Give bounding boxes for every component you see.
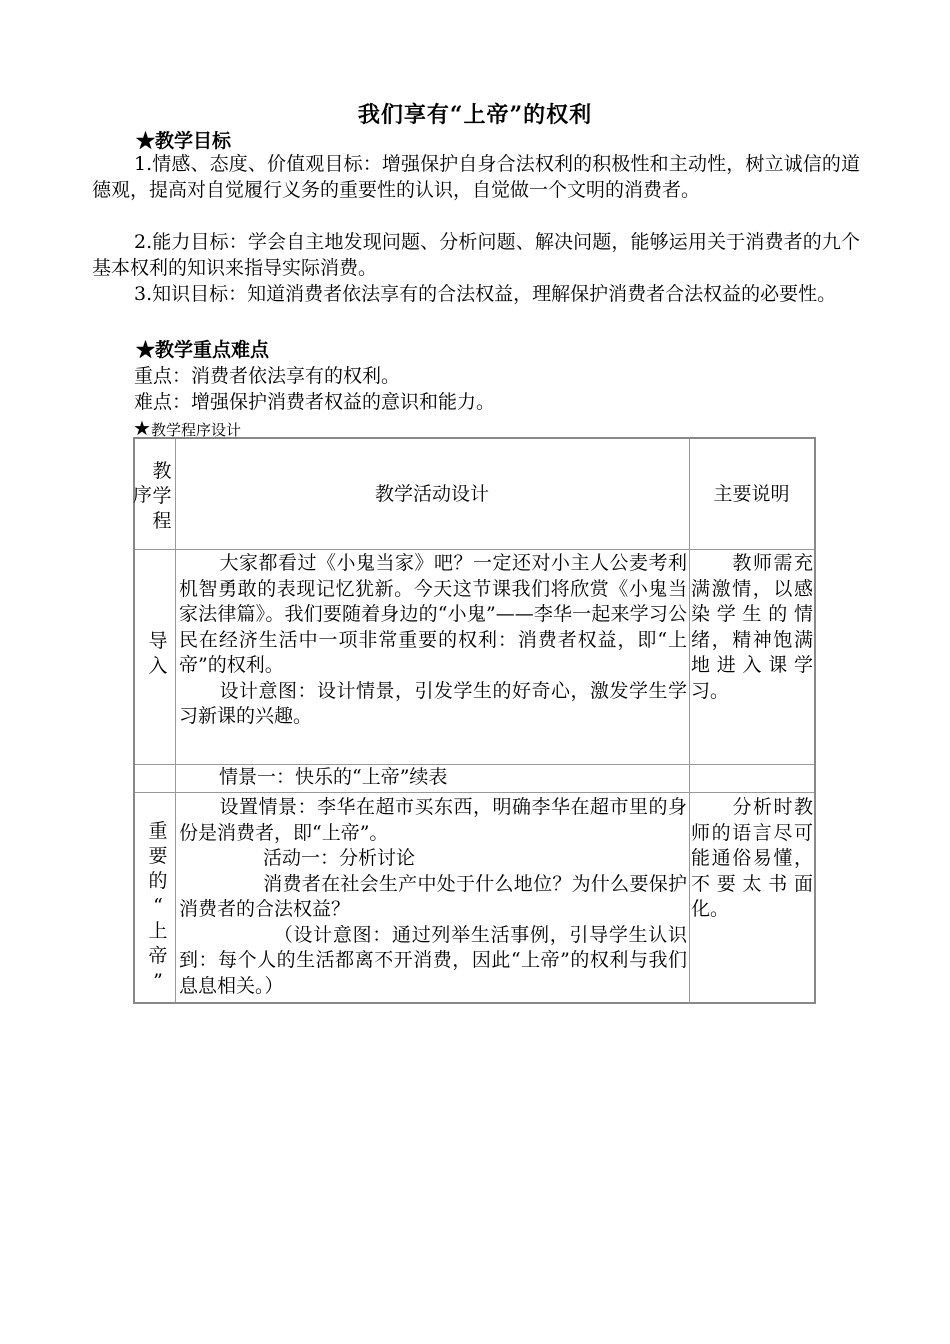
- intro-content: [179, 551, 687, 730]
- section-heading-goals: ★教学目标: [136, 130, 232, 152]
- main-question: 消费者在社会生产中处于什么地位？为什么要保护消费者的合法权益？: [179, 872, 687, 920]
- lesson-table: [133, 437, 816, 1004]
- goal-paragraph-3: 3.知识目标：知道消费者依法享有的合法权益，理解保护消费者合法权益的必要性。: [134, 283, 837, 305]
- goal-paragraph-1: 1.情感、态度、价值观目标：增强保护自身合法权利的积极性和主动性，树立诚信的道德观，提高对自觉履行义务的重要性的认识，自觉做一个文明的消费者。: [92, 153, 860, 201]
- header-cell-stage-overflow: 序: [133, 484, 153, 506]
- main-activity-title: 活动一：分析讨论: [263, 847, 416, 869]
- stage-label-intro: 导 入: [148, 630, 168, 677]
- main-note: 分析时教师的语言尽可能通俗易懂，不要太书面化。: [691, 796, 813, 920]
- intro-note: 教师需充满激情，以感染学生的情绪，精神饱满地进入课学习。: [691, 552, 813, 702]
- header-cell-notes: 主要说明: [713, 483, 790, 505]
- goal-paragraph-2: 2.能力目标：学会自主地发现问题、分析问题、解决问题，能够运用关于消费者的九个基本权利的知识来指导实际消费。: [92, 231, 860, 279]
- difficulty-line: 难点：增强保护消费者权益的意识和能力。: [134, 391, 496, 413]
- main-content: [179, 795, 687, 999]
- star-icon: ★: [133, 416, 151, 440]
- intro-paragraph: 大家都看过《小鬼当家》吧？一定还对小主人公麦考利机智勇敢的表现记忆犹新。今天这节课我们将欣赏《小鬼当家法律篇》。我们要随着身边的“小鬼”——李华一起来学习公民在经济生活中一项非常重要的权利：消费者权益，即“上帝”的权利。: [179, 552, 687, 676]
- intro-intent: 设计意图：设计情景，引发学生的好奇心，激发学生学习新课的兴趣。: [179, 679, 687, 727]
- focus-line: 重点：消费者依法享有的权利。: [134, 365, 401, 387]
- header-cell-stage: 教 学 程: [152, 460, 172, 532]
- stage-label-main: 重 要 的 “ 上 帝 ”: [148, 820, 168, 992]
- section-heading-key-points: ★教学重点难点: [136, 339, 270, 361]
- page-title: 我们享有“上帝”的权利: [357, 102, 593, 128]
- table-divider: [135, 792, 814, 793]
- main-scenario: 设置情景：李华在超市买东西，明确李华在超市里的身份是消费者，即“上帝”。: [179, 796, 687, 844]
- scene-title: 情景一：快乐的“上帝”续表: [219, 766, 448, 788]
- header-cell-activity: 教学活动设计: [374, 483, 489, 505]
- table-divider: [135, 549, 814, 550]
- table-divider: [689, 439, 690, 1002]
- main-intent: （设计意图：通过列举生活事例，引导学生认识到：每个人的生活都离不开消费，因此“上帝”的权利与我们息息相关。）: [179, 923, 687, 997]
- table-divider: [175, 439, 176, 1002]
- section-heading-design: ★教学程序设计: [133, 416, 241, 440]
